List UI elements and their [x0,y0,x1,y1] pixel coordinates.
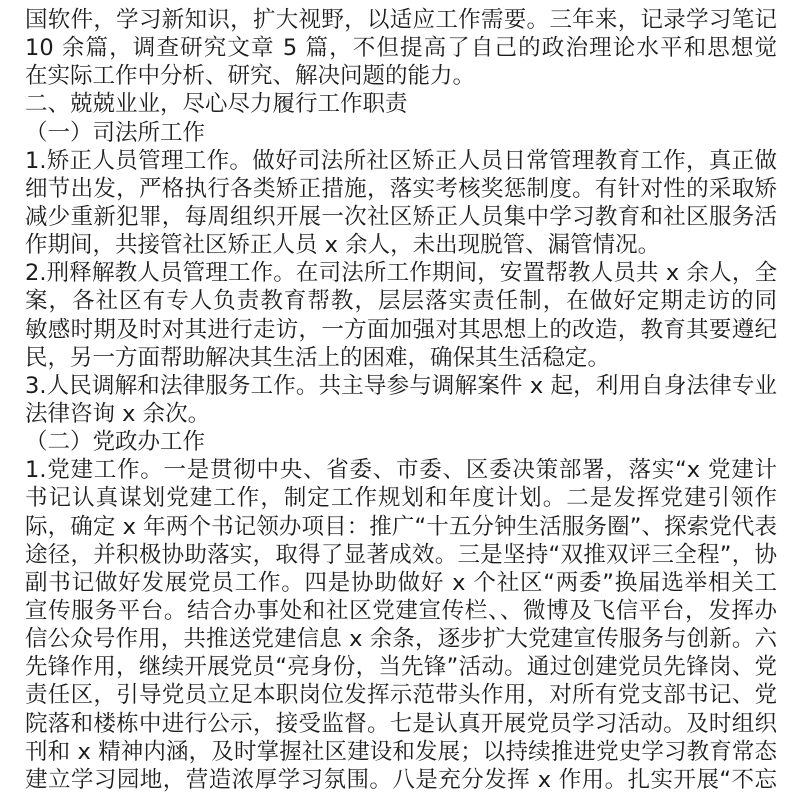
subsection-heading: （二）党政办工作 [25,429,206,456]
paragraph-line: 3.人民调解和法律服务工作。共主导参与调解案件 x 起，利用自身法律专业 [25,372,777,399]
paragraph-line: 作期间，共接管社区矫正人员 x 余人，未出现脱管、漏管情况。 [25,232,661,259]
paragraph-line: 建立学习园地，营造浓厚学习氛围。八是充分发挥 x 作用。扎实开展“不忘 [25,766,777,793]
subsection-heading: （一）司法所工作 [25,119,206,146]
paragraph-line: 先锋作用，继续开展党员“亮身份，当先锋”活动。通过创建党员先锋岗、党 [25,654,777,681]
paragraph-line: 责任区，引导党员立足本职岗位发挥示范带头作用，对所有党支部书记、党 [25,682,777,709]
paragraph-line: 副书记做好发展党员工作。四是协助做好 x 个社区“两委”换届选举相关工 [25,569,777,596]
paragraph-line: 刊和 x 精神内涵，及时掌握社区建设和发展；以持续推进党史学习教育常态 [25,738,777,765]
paragraph-line: 细节出发，严格执行各类矫正措施，落实考核奖惩制度。有针对性的采取矫 [25,175,777,202]
paragraph-line: 途径，并积极协助落实，取得了显著成效。三是坚持“双推双评三全程”，协 [25,541,777,568]
paragraph-line: 民，另一方面帮助解决其生活上的困难，确保其生活稳定。 [25,344,611,371]
section-heading: 二、兢兢业业，尽心尽力履行工作职责 [25,91,408,118]
document-page [25,6,777,794]
paragraph-line: 院落和楼栋中进行公示，接受监督。七是认真开展党员学习活动。及时组织 [25,710,777,737]
paragraph-line: 敏感时期及时对其进行走访，一方面加强对其思想上的改造，教育其要遵纪 [25,316,777,343]
paragraph-line: 际，确定 x 年两个书记领办项目：推广“十五分钟生活服务圈”、探索党代表 [25,513,777,540]
paragraph-line: 书记认真谋划党建工作，制定工作规划和年度计划。二是发挥党建引领作 [25,485,777,512]
paragraph-line: 1.党建工作。一是贯彻中央、省委、市委、区委决策部署，落实“x 党建计 [25,457,777,484]
paragraph-line: 案，各社区有专人负责教育帮教，层层落实责任制，在做好定期走访的同 [25,288,777,315]
paragraph-line: 国软件，学习新知识，扩大视野，以适应工作需要。三年来，记录学习笔记 [25,7,777,33]
paragraph-line: 1.矫正人员管理工作。做好司法所社区矫正人员日常管理教育工作，真正做 [25,147,777,174]
paragraph-line: 在实际工作中分析、研究、解决问题的能力。 [25,63,476,90]
paragraph-line: 宣传服务平台。结合办事处和社区党建宣传栏、、微博及飞信平台，发挥办 [25,597,777,624]
paragraph-line: 减少重新犯罪，每周组织开展一次社区矫正人员集中学习教育和社区服务活 [25,203,777,230]
paragraph-line: 10 余篇，调查研究文章 5 篇，不但提高了自己的政治理论水平和思想觉 [25,35,777,62]
paragraph-line: 法律咨询 x 余次。 [25,400,211,427]
paragraph-line: 2.刑释解教人员管理工作。在司法所工作期间，安置帮教人员共 x 余人，全 [25,260,777,287]
paragraph-line: 信公众号作用，共推送党建信息 x 余条，逐步扩大党建宣传服务与创新。六 [25,626,777,653]
